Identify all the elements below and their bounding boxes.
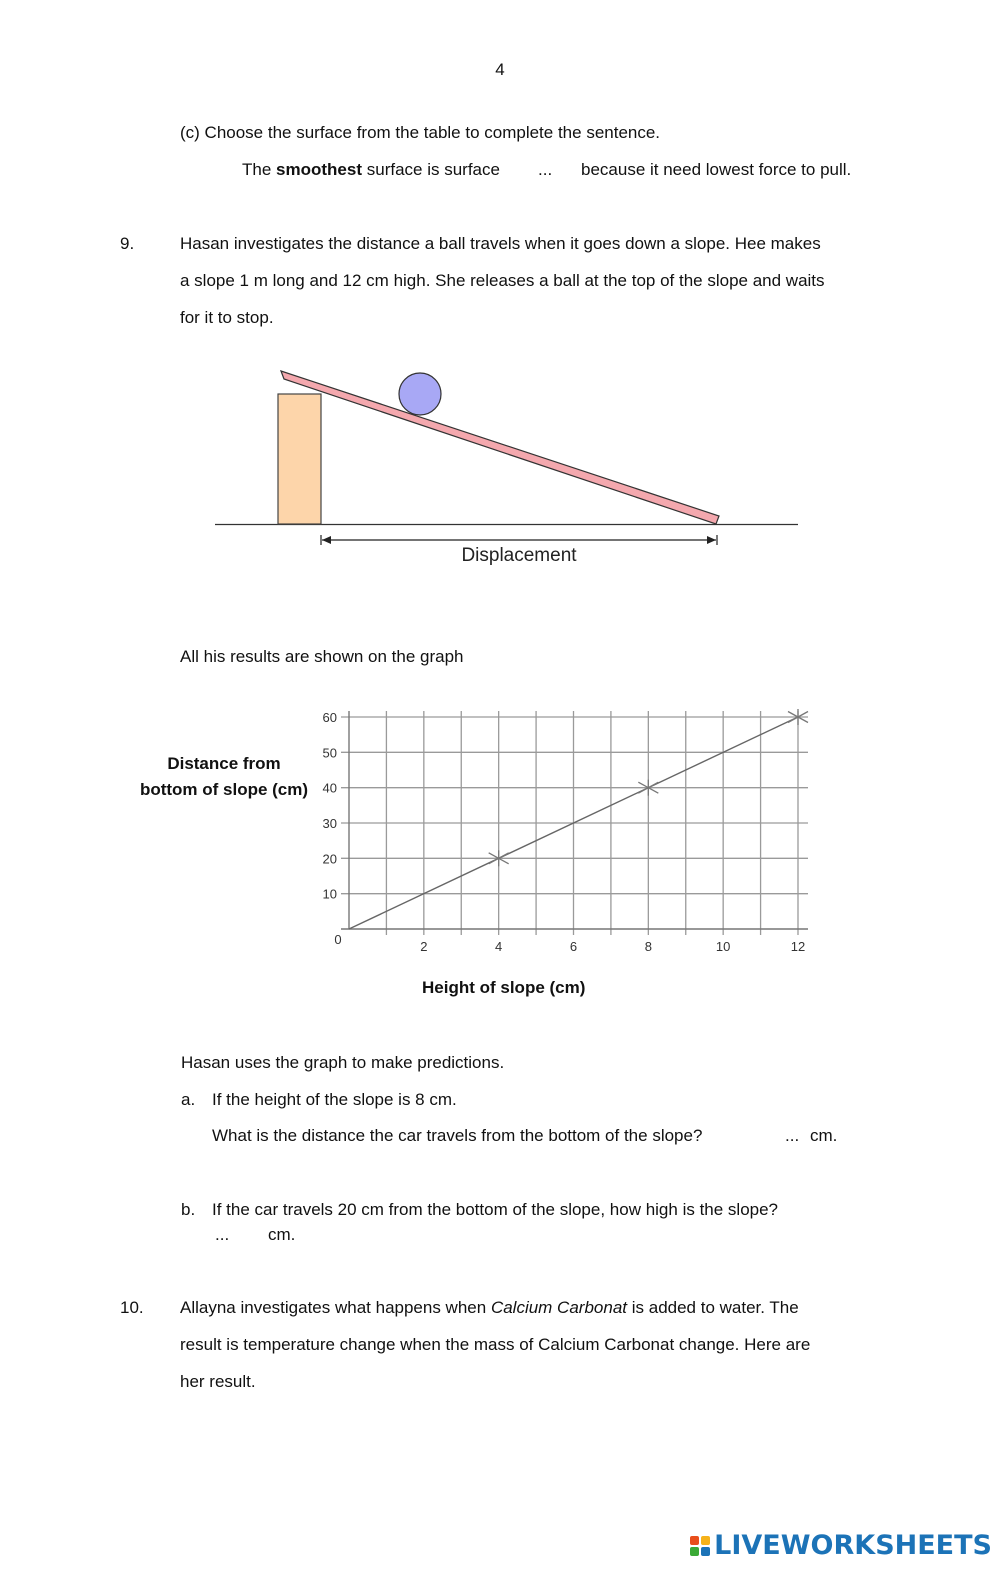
y-tick-label: 50 [322, 745, 337, 761]
y-tick-label: 60 [322, 710, 337, 725]
part-b-label: b. [181, 1200, 196, 1219]
part-b-answer-blank[interactable]: ... [215, 1225, 230, 1244]
y-tick-label: 40 [322, 780, 337, 796]
chart-tick-labels [323, 710, 806, 954]
q10-chemical-name: Calcium Carbonat [490, 1298, 627, 1317]
sentence-post: because it need lowest force to pull. [581, 160, 852, 179]
question-9-line-1: Hasan investigates the distance a ball travels when it goes down a slope. Hee makes [180, 234, 821, 253]
page-number: 4 [495, 60, 505, 79]
part-c-instruction: (c) Choose the surface from the table to complete the sentence. [180, 123, 661, 142]
x-tick-label: 2 [420, 939, 428, 954]
y-axis-title-line-2: bottom of slope (cm) [139, 780, 309, 799]
liveworksheets-logo-icon [690, 1536, 710, 1556]
x-tick-label: 6 [569, 939, 578, 954]
y-tick-label: 30 [322, 816, 337, 831]
question-10-line-3: her result. [180, 1372, 256, 1391]
x-tick-label: 8 [644, 939, 652, 954]
part-a-line-2: What is the distance the car travels from the bottom of the slope? [212, 1126, 703, 1145]
predictions-intro: Hasan uses the graph to make predictions. [181, 1053, 505, 1072]
x-axis-title: Height of slope (cm) [422, 978, 586, 997]
question-9-line-3: for it to stop. [180, 308, 274, 327]
y-tick-label: 10 [322, 886, 337, 902]
graph-intro: All his results are shown on the graph [180, 647, 464, 666]
part-a-answer-blank[interactable]: ... [785, 1126, 800, 1145]
sentence-bold-word: smoothest [276, 160, 362, 179]
y-axis-title-line-1: Distance from [167, 754, 281, 773]
question-10-line-1 [180, 1298, 799, 1318]
sentence-mid: surface is surface [366, 160, 500, 179]
q10-line1-pre: Allayna investigates what happens when [180, 1298, 487, 1317]
displacement-label: Displacement [461, 545, 577, 566]
x-tick-label: 0 [334, 932, 342, 947]
chart-axes [341, 711, 808, 929]
part-a-line-1: If the height of the slope is 8 cm. [212, 1090, 457, 1109]
chart-series [349, 709, 808, 929]
y-tick-label: 20 [322, 851, 337, 867]
sentence-pre: The [242, 160, 272, 179]
question-10-line-2: result is temperature change when the mass of Calcium Carbonat change. Here are [180, 1335, 811, 1354]
logo-text: LIVEWORKSHEETS [714, 1530, 992, 1561]
liveworksheets-logo[interactable] [690, 1530, 992, 1561]
x-tick-label: 12 [790, 939, 806, 954]
part-b-unit: cm. [268, 1225, 296, 1244]
part-a-label: a. [181, 1090, 196, 1109]
question-9-line-2: a slope 1 m long and 12 cm high. She releases a ball at the top of the slope and waits [180, 271, 825, 290]
part-c-answer-blank[interactable]: ... [538, 160, 553, 179]
question-9-number: 9. [120, 234, 135, 253]
x-tick-label: 10 [715, 939, 731, 954]
part-b-line-1: If the car travels 20 cm from the bottom of the slope, how high is the slope? [212, 1200, 779, 1219]
q10-line1-post: is added to water. The [631, 1298, 799, 1317]
x-tick-label: 4 [495, 939, 503, 954]
part-a-unit: cm. [810, 1126, 838, 1145]
question-10-number: 10. [120, 1298, 144, 1317]
